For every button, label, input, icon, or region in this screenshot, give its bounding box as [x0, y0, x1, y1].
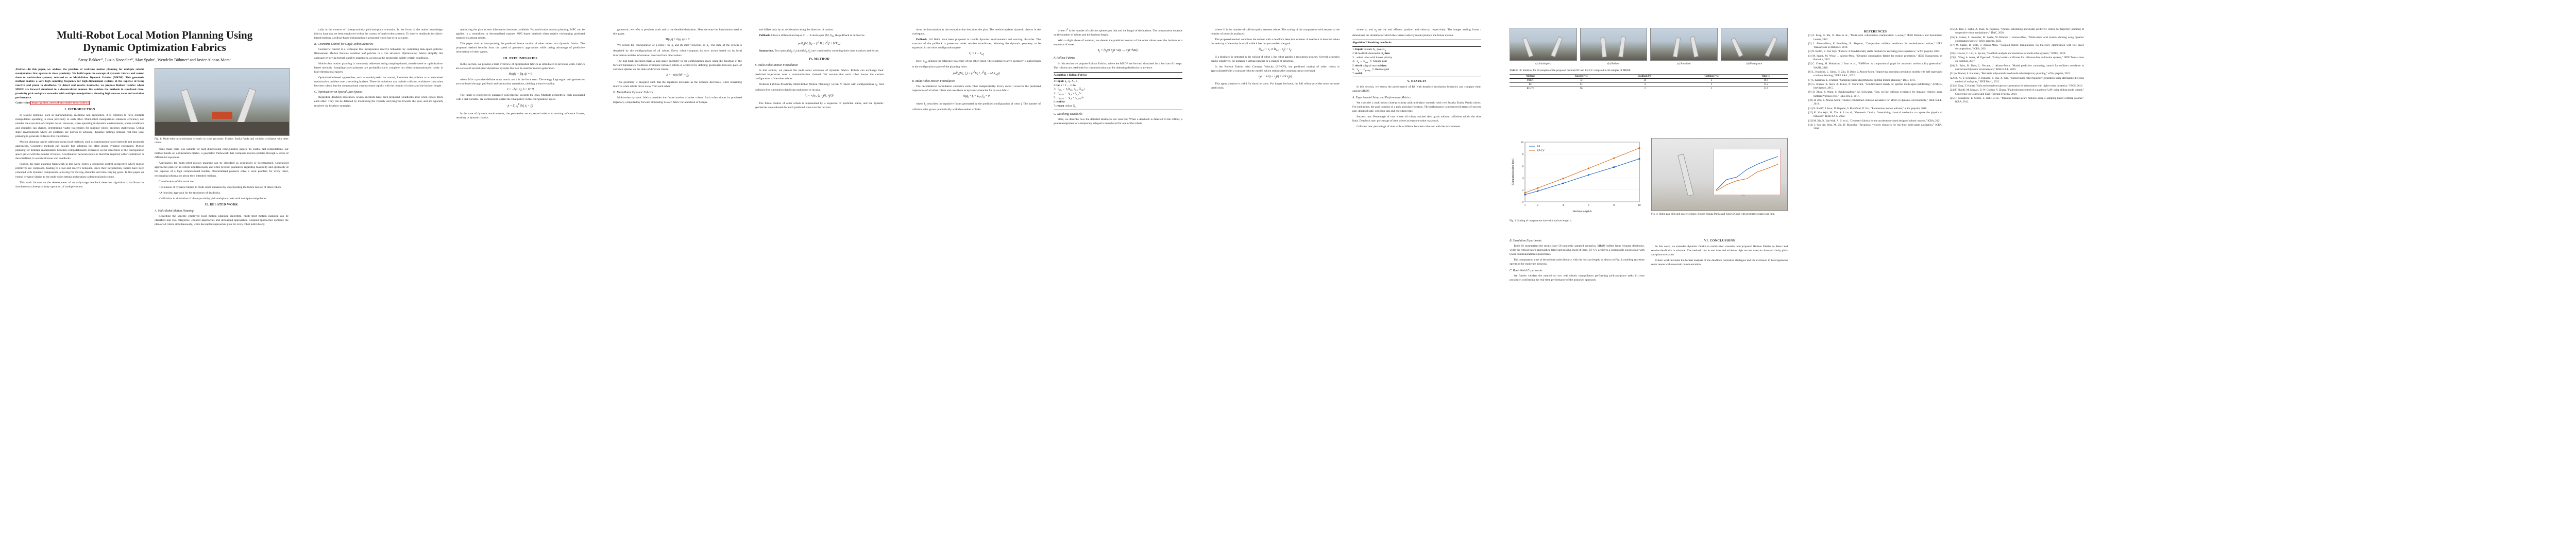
p5-col-2: where $\alpha_i$ and $\alpha_j$ are the end effector position and velocity, respectively. The integer ending frame t determines the duration for which the current velocity model predicts the future motion. Algorithm 2 Resolving deadlocks 1: Input: rollouts $X_i$, goals $x_g$ 2: if deadlock detected in $X_i$ then 3: select robot with lowest priority 4: $x_g$ ← $x_{sub}$ ▷ Change goal 5: else if subgoal reached then 6: $x_g$ ← $x_{g,orig}$ ▷ Restore goal 7: end if V. RESULTS In this section, we assess the performance of RF with deadlock resolution heuristics and compare them against MRDF. A. Experimental Setup and Performance Metrics We consider a multi-robot close-proximity pick-and-place scenario with two Franka Emika Panda robots. For each robot, the goal consists of a pick and place location. The performance is measured in terms of success rate, deadlock rate, collision rate and execution time. Success rate: Percentage of runs where all robots reached their goals without collisions within the time limit. Deadlock rate: percentage of runs where at least one robot was stuck. Collision rate: percentage of runs with a collision between robots or with the environment.: [1352, 28, 1481, 129]
fig2-label-a: (a) Initial pick: [1535, 62, 1551, 65]
p2-col-1: cally in the context of close-proximity pick-and-place scenarios. In the focus of the author knowledge, fabrics have not yet been employed within the context of multi-robot systems. To resolve deadlocks for fabric-based motions, a rollout-based initialization is proposed which has to be accurate. B. Geometric Control for Single-Robot Scenarios Geometric control is a technique that incorporates reactive behaviors by combining task-space policies. Riemannian Motion Policies combine leaf policies in a tree structure. Optimization fabrics simplify this approach by giving formal stability guarantees, as long as the geometries satisfy certain conditions. Multi-robot motion planning is commonly addressed using sampling-based, search-based or optimization-based methods. Sampling-based planners are probabilistically complete but often computationally costly in high-dimensional spaces. Optimization-based approaches, such as model predictive control, formulate the problem as a constrained optimization problem over a receding horizon. These formulations can include collision avoidance constraints between robots, but the computational cost increases rapidly with the number of robots and the horizon length. C. Optimization on Special Lean Spaces Regarding deadlock resolution, several methods have been proposed. Deadlocks arise when robots block each other. They can be detected by monitoring the velocity and progress towards the goal, and are typically resolved via heuristic strategies.: [314, 28, 443, 108]
eq-5: ẍ = −ψ(x) ‖ẋ‖² + $f_d$: [666, 73, 689, 78]
eq-12: $‖q̇_{i,k}‖ < \varepsilon_v$ ∧ $‖x_{i,k}$ − $x_g‖ > \varepsilon_g$: [1259, 48, 1292, 53]
fig2: [1510, 28, 1788, 91]
p2-col-2: optimizing the plan as new information becomes available. For multi-robot motion planning, MPC can be applied in a centralized or decentralized manner. MPC-based methods often require exchanging predicted trajectories among robots. This paper aims at incorporating the predicted future motion of other robots into dynamic fabrics. The proposed method benefits from the speed of geometric approaches while taking advantage of predictive information of other agents. III. PRELIMINARIES In this section, we provide a brief overview of optimization fabrics as introduced in previous work. Fabrics are a class of second-order dynamical systems that can be used for motion generation. M(q)q̈ + f(q, q̇) = 0 where M is a positive definite mass matrix and f is the force term. The energy Lagrangian and geometries are combined through pull-back and summation operations, yielding a reactive policy. ẍ = −h(x, ẋ), h = M⁻¹f The fabric is energized to guarantee convergence towards the goal. Multiple geometries, each associated with a task variable, are combined to obtain the final policy in the configuration space. ṗ = $\Sigma_i$ $J_i^T$ ($M_i$ ẍ$_i$ + $f_i$) In the case of dynamic environments, the geometries are expressed relative to moving reference frames, resulting in dynamic fabrics.: [456, 28, 585, 119]
sub-h: A. Experimental Setup and Performance Metrics: [1352, 96, 1411, 99]
p4-col-1: rious the formulation as the exception that describes the plan. The method updates dynamic objects in the workspace. Pullback. All fields have been proposed to handle dynamic environments and moving obstacles. The structure of the pullback is preserved under relative coordinates, allowing the dynamic geometry to be expressed in the robot configuration space. ẍ$_r$ = ẍ − ẍ$_{ref}$ Here, $x_{ref}$ denotes the reference trajectory of the other robot. The resulting relative geometry is pulled back to the configuration space of the planning robot. $pull_\varphi(M_r$, $f_r) = (J^TM_rJ$, $J^T(f_r$ − $M_rẍ_{ref}$)) B. Multi-Robot Motion Formulation The decentralized formulation considers each robot independently. Every robot i receives the predicted trajectories of all other robots and uses them as dynamic obstacles for its own fabric. $M_iq̈_i + f_i + \Sigma_{j\ne i}$ $f_{ij} = 0$ where $f_{ij}$ describes the repulsive forces generated by the predicted configuration of robot j. The number of collision pairs grows quadratically with the number of links.: [912, 28, 1041, 111]
y-tick-label: 6: [1522, 165, 1523, 168]
y-tick-label: 10: [1521, 142, 1523, 144]
legend-label: RF-CV: [1537, 150, 1545, 152]
algorithm-1: Algorithm 1 Rollout Fabrics 1: Input: $q_i$, $q̇_i$, $X_j$, h 2: for k = 1 … h do 3: $q̈_{i,k}$ ← $\pi_i(q_{i,k}$, $q̇_{i,k}$, $X_{j,k}$) 4: $q̇_{i,k+1}$ ← $q̇_{i,k}$ + $q̈_{i,k}\Delta t$ 5: $q_{i,k+1}$ ← $q_{i,k}$ + $q̇_{i,k+1}\Delta t$ 6: end for 7: return rollout $X_i$: [1054, 72, 1182, 110]
eq-4: M(q)q̈ + h(q, q̇) = 0: [665, 38, 690, 42]
x-axis-label: Horizon length h: [1572, 210, 1592, 213]
eq-6: pull$_\varphi$(M, $f)_X = (J^TMJ$, $J^T(f$ + MJ̇q̇)): [798, 41, 840, 47]
computation-time-chart: [1510, 138, 1645, 215]
x-tick-label: 8: [1613, 204, 1615, 207]
table-row: [1510, 79, 1788, 83]
fig2-panel-b-wrap: [1580, 28, 1648, 67]
eq-7: $q̈_i = \pi_i(q_i$, $q̇_i$, $x_j(t)$, ẋ$_j$(t)): [805, 94, 834, 99]
panel-a-arm: [1522, 38, 1533, 58]
table-cell: 96: [1551, 87, 1611, 91]
table-cell: MRDF: [1510, 79, 1551, 83]
algorithm-2: Algorithm 2 Resolving deadlocks 1: Input: rollouts $X_i$, goals $x_g$ 2: if deadlock detected in $X_i$ then 3: select robot with lowest priority 4: $x_g$ ← $x_{sub}$ ▷ Change goal 5: else if subgoal reached then 6: $x_g$ ← $x_{g,orig}$ ▷ Restore goal 7: end if: [1352, 40, 1481, 77]
data-point: [1562, 182, 1564, 184]
data-point: [1613, 158, 1615, 159]
eq-10: $M_iq̈_i + f_i + \Sigma_{j\ne i}$ $f_{ij} = 0$: [963, 95, 990, 99]
data-point: [1524, 192, 1526, 194]
sub-e: E. Multi-Robot Motion Formulation: [755, 63, 798, 67]
data-point: [1588, 174, 1589, 176]
p5-col-1: where ‖·‖ is the number of collision pairs between robots. The scaling of the computation with respect to the number of robots is analyzed. The proposed method combines the rollout with a deadlock detection scheme. A deadlock is detected when the velocity of the robot is small while it has not yet reached the goal. $‖q̇_{i,k}‖ < \varepsilon_v$ ∧ $‖x_{i,k}$ − $x_g‖ > \varepsilon_g$ If a deadlock is detected in the rollout of robot i, the robot applies a resolution strategy. Several strategies can be employed, for instance a virtual subgoal or a change of priorities. In the Rollout Fabrics with Constant Velocity (RF-CV), the predicted motion of other robots is approximated with a constant velocity model, which reduces the communication overhead. $x_j(t + k\Delta t) = x_j(t) + k\Delta t$ ẋ$_j$(t) This approximation is valid for short horizons. For longer horizons, the full rollout provides more accurate predictions.: [1211, 28, 1340, 90]
table-cell: 11.0: [1744, 87, 1788, 91]
x-tick-label: 2: [1537, 204, 1538, 207]
fig2-panel-c-wrap: [1650, 28, 1718, 67]
eq-11: $X_j = \{x_j(t)$, $x_j(t+\Delta t)$, …, $x_j(t+h\Delta t)$}: [1097, 49, 1139, 54]
p1-col-2: come make them less suitable for high-dimensional configuration spaces. To enable fast computations, our method builds on optimization fabrics, a geometric framework that composes motion policies through a series of differential equations. Approaches for multi-robot motion planning can be classified as centralized or decentralized. Centralized approaches plan for all robots simultaneously and often provide guarantees regarding feasibility and optimality at the expense of a high computational burden. Decentralized planners solve a local problem for every robot, exchanging information about their intended motions. Contributions of this work are: • Extension of dynamic fabrics to multi-robot scenarios by incorporating the future motion of other robots. • A heuristic approach for the resolution of deadlocks. • Validation in simulation of close-proximity pick-and-place tasks with multiple manipulators. II. RELATED WORK A. Multi-Robot Motion Planning Regarding the specific employed local motion planning algorithm, multi-robot motion planning can be classified into two categories: coupled approaches and decoupled approaches. Coupled approaches compute the plan of all robots simultaneously, while decoupled approaches plan for every robot individually.: [155, 148, 289, 227]
eq-2: ẍ = −h(x, ẋ), h = M⁻¹f: [507, 88, 534, 92]
fig2-panel-d-wrap: [1721, 28, 1788, 67]
data-point: [1537, 190, 1538, 192]
refs-col-2: [15] A. Tika, J. Gafur, A. Yuan, N. Bajcinca, "Optimal scheduling and model predictive control for trajectory planning of cooperative robot manipulators," IFAC, 2020. [16] S. Bakker, L. Knoedler, M. Spahn, W. Böhmer, J. Alonso-Mora, "Multi-robot local motion planning using dynamic optimization fabrics," arXiv preprint, 2023. [17] M. Spahn, B. Brito, J. Alonso-Mora, "Coupled mobile manipulation via trajectory optimization with free space decomposition," ICRA, 2021. [18] J. Grover, C. Liu, K. Sycara, "Deadlock analysis and resolution for multi-robot systems," WAFR, 2020. [19] L. Wang, A. Ames, M. Egerstedt, "Safety barrier certificates for collisions-free multirobot systems," IEEE Transactions on Robotics, 2017. [20] B. Brito, B. Floor, L. Ferranti, J. Alonso-Mora, "Model predictive contouring control for collision avoidance in unstructured dynamic environments," IEEE RA-L, 2019. [21] A. Kamel, S. Karaman, "Bernstein polynomial-based multi-robot trajectory planning," arXiv preprint, 2021. [22] R. Ni, T. Schneider, D. Panozzo, Z. Pan, X. Gao, "Robust multi-robot trajectory generation using alternating direction method of multiplier," IEEE RA-L, 2022. [23] S. Tang, V. Kumar, "Safe and complete trajectory generation for robot teams with higher-order dynamics," IROS, 2016. [24] F. Sharifi, M. Mirzaei, B. W. Gordon, Y. Zhang, "Fault tolerant control of a quadrotor UAV using sliding mode control," Conference on Control and Fault-Tolerant Systems, 2010. [25] J. Mainprice, E. Sisbot, L. Jaillet et al., "Planning human-aware motions using a sampling-based costmap planner," ICRA, 2011.: [1950, 28, 2084, 104]
p3-col-2: and differs only by an acceleration along the direction of motion. Pullback. Given a differential map φ: C → X and a spec (M, $f)_X$, the pullback is defined as pull$_\varphi$(M, $f)_X = (J^TMJ$, $J^T(f$ + MJ̇q̇)) Summation. Two specs ($M_1$, $f_1$) and ($M_2$, $f_2$) are combined by summing their mass matrices and forces. IV. METHOD E. Multi-Robot Motion Formulation In this section, we present the multi-robot extension of dynamic fabrics. Robots can exchange their predicted trajectories over a communication channel. We assume that each robot knows the current configuration of the other robots. Problem 1 (Close-Proximity Multi-Robot Motion Planning): Given N robots with configurations $q_i$, find collision-free trajectories that bring each robot to its goal. $q̈_i = \pi_i(q_i$, $q̇_i$, $x_j(t)$, ẋ$_j$(t)) The future motion of other robots is represented by a sequence of predicted states, and the dynamic geometries are evaluated for each predicted state over the horizon.: [755, 28, 884, 109]
fig2-label-c: (c) Resolved: [1677, 62, 1691, 65]
data-point: [1638, 147, 1640, 149]
x-tick-label: 1: [1524, 204, 1526, 207]
page-6: [1504, 0, 1793, 556]
section-related: II. RELATED WORK: [205, 203, 238, 207]
abstract-text: In this paper, we address the problem of real-time motion planning for multiple robotic manipulators that operate in close proximity. We build upon the concept of dynamic fabrics and extend them to multi-robot systems, referred to as Multi-Robot Dynamic Fabrics (MRDF). This geometric method enables a very high sampling frequency for high-dimensional systems at the expense of being reactive and prone to deadlocks. To detect and resolve deadlocks, we propose Rollout Fabrics where MRDF are forward simulated in a decentralized manner. We validate the methods in simulated close-proximity pick-and-place scenarios with multiple manipulators, showing high success rates and real-time performance.: [15, 68, 144, 99]
table-cell: 2: [1679, 87, 1744, 91]
paper-title: [15, 29, 294, 54]
eq-8: ẍ$_r$ = ẍ − ẍ$_{ref}$: [969, 52, 984, 57]
fig2-panels: [1510, 28, 1788, 67]
sub-g: G. Resolving Deadlocks: [1054, 112, 1082, 116]
abstract: [15, 68, 144, 100]
fig4-caption: Fig. 4: Robot pair pick-and-place scenario. Robots Franka Panda and Kinova Gen3 with geometric graph over time.: [1651, 213, 1775, 216]
data-point: [1613, 166, 1615, 168]
fig2-panel-b: [1580, 28, 1648, 61]
section-intro: I. INTRODUCTION: [64, 108, 95, 112]
table-cell: 11.2: [1744, 83, 1788, 87]
table-cell: 4: [1611, 83, 1679, 87]
fig4-arm-1: [1677, 154, 1693, 196]
fig2-panel-a: [1510, 28, 1577, 61]
panel-d-arm-2: [1764, 37, 1777, 57]
refs-col-1: REFERENCES [1] E. Feng, G. Shi, X. Zhou et al., "Multi-robot collaborative manipulation: a survey," IEEE Robotics and Automation Letters, 2022. [2] J. Alonso-Mora, P. Beardsley, R. Siegwart, "Cooperative collision avoidance for nonholonomic robots," IEEE Transactions on Robotics, 2018. [3] N. Ratliff, K. Van Wyk, "Fabrics: A foundationally stable medium for encoding prior experience," arXiv preprint, 2023. [4] M. Spahn, M. Wisse, J. Alonso-Mora, "Dynamic optimization fabrics for motion generation," IEEE Transactions on Robotics, 2023. [5] C. Cheng, M. Mukadam, J. Issac et al., "RMPflow: A computational graph for automatic motion policy generation," WAFR, 2018. [6] L. Knoedler, C. Salmi, H. Zhu, B. Brito, J. Alonso-Mora, "Improving pedestrian prediction models with self-supervised continual learning," IEEE RA-L, 2022. [7] S. Karaman, E. Frazzoli, "Sampling-based algorithms for optimal motion planning," IJRR, 2011. [8] G. Sharon, R. Stern, A. Felner, N. Sturtevant, "Conflict-based search for optimal multi-agent pathfinding," Artificial Intelligence, 2015. [9] D. Zhou, Z. Wang, S. Bandyopadhyay, M. Schwager, "Fast, on-line collision avoidance for dynamic vehicles using buffered Voronoi cells," IEEE RA-L, 2017. [10] H. Zhu, J. Alonso-Mora, "Chance-constrained collision avoidance for MAVs in dynamic environments," IEEE RA-L, 2019. [11] N. Ratliff, J. Issac, D. Kappler, S. Birchfield, D. Fox, "Riemannian motion policies," arXiv preprint, 2018. [12] K. Van Wyk, M. Xie, A. Li et al., "Geometric fabrics: Generalizing classical mechanics to capture the physics of behavior," IEEE RA-L, 2022. [13] M. Xie, K. Van Wyk, A. Li et al., "Geometric fabrics for the acceleration-based design of robotic motion," ICRA, 2021. [14] J. Van den Berg, M. Lin, D. Manocha, "Reciprocal velocity obstacles for real-time multi-agent navigation," ICRA, 2008.: [1808, 30, 1942, 131]
robot-arm-right: [236, 88, 256, 126]
table-caption: TABLE III: Statistics for 50 samples of the proposed methods RF and RF-CV compared to 50 samples of MRDF.: [1510, 69, 1631, 72]
p4-col-2: where $J^T$ is the number of collision spheres per link and the length of the horizon. The computation depends on the number of robots and the horizon length. With a slight abuse of notation, we denote the predicted motion of the other robots over the horizon as a sequence of states. $X_j = \{x_j(t)$, $x_j(t+\Delta t)$, …, $x_j(t+h\Delta t)$} F. Rollout Fabrics In this section we propose Rollout Fabrics, where the MRDF are forward simulated for a horizon of h steps. The rollouts are used both for communication and for detecting deadlocks in advance. Algorithm 1 Rollout Fabrics 1: Input: $q_i$, $q̇_i$, $X_j$, h 2: for k = 1 … h do 3: $q̈_{i,k}$ ← $\pi_i(q_{i,k}$, $q̇_{i,k}$, $X_{j,k}$) 4: $q̇_{i,k+1}$ ← $q̇_{i,k}$ + $q̈_{i,k}\Delta t$ 5: $q_{i,k+1}$ ← $q_{i,k}$ + $q̇_{i,k+1}\Delta t$ 6: end for 7: return rollout $X_i$ G. Resolving Deadlocks Here, we describe how the detected deadlocks are resolved. When a deadlock is detected in the rollout, a goal reassignment or a temporary subgoal is introduced for one of the robots.: [1054, 28, 1182, 125]
sub-d: D. Multi-Robot Dynamic Fabrics: [613, 91, 653, 95]
page-4: [907, 0, 1195, 556]
eq-1: M(q)q̈ + f(q, q̇) = 0: [509, 72, 532, 76]
sub-f: F. Rollout Fabrics: [1054, 57, 1076, 60]
table-cell: 2: [1611, 87, 1679, 91]
eq-3: ṗ = $\Sigma_i$ $J_i^T$ ($M_i$ ẍ$_i$ + $f_i$): [507, 103, 533, 109]
results-table: [1510, 74, 1788, 91]
page-2: [309, 0, 598, 556]
panel-c-arm-2: [1690, 37, 1699, 58]
page-5: [1206, 0, 1494, 556]
table-cell: 10.9: [1744, 79, 1788, 83]
th-collision: Collision [%]: [1679, 75, 1744, 79]
fig3: [1510, 138, 1645, 224]
table-row: [1510, 87, 1788, 91]
fig3-caption: Fig. 3: Scaling of computation time with horizon length h.: [1510, 219, 1572, 222]
algo2-title: Algorithm 2 Resolving deadlocks: [1352, 41, 1481, 46]
table-header-row: [1510, 75, 1788, 79]
panel-a-arm-2: [1551, 37, 1563, 57]
eq-13: $x_j(t + k\Delta t) = x_j(t) + k\Delta t$ ẋ$_j$(t): [1258, 75, 1292, 80]
table-cell: 2: [1679, 79, 1744, 83]
sub-f-intro: B. Multi-Robot Motion Formulation: [912, 80, 955, 83]
title-line-1: Multi-Robot Local Motion Planning Using: [56, 29, 253, 41]
fig1-caption: Fig. 1: Multi-robot pick-and-place scenario in close proximity. Frankas Emika Panda and collision avoidance with other robots.: [155, 137, 289, 144]
page-7: [1803, 0, 2092, 556]
table-cell: 94: [1551, 83, 1611, 87]
section-conclusions: VI. CONCLUSIONS: [1704, 239, 1735, 242]
fig4: [1651, 138, 1788, 218]
y-tick-label: 2: [1522, 189, 1523, 192]
th-deadlock: Deadlock [%]: [1611, 75, 1679, 79]
p6-col-2: VI. CONCLUSIONS In this work, we extended dynamic fabrics to multi-robot scenarios and proposed Rollout Fabrics to detect and resolve deadlocks in advance. The method runs in real time and achieves high success rates in close-proximity pick-and-place scenarios. Future work includes the formal analysis of the deadlock resolution strategies and the extension to heterogeneous robot teams with uncertain communication.: [1651, 239, 1788, 267]
code-line: [15, 101, 144, 106]
abstract-label: Abstract—: [15, 68, 28, 71]
table-cell: 2: [1679, 83, 1744, 87]
p6-col-1: B. Simulation Experiments Table III summarizes the results over 50 randomly sampled scenarios. MRDF suffers from frequent deadlocks, while the rollout-based approaches detect and resolve most of them. RF-CV achieves a comparable success rate with lower communication requirements. The computation time of the rollout scales linearly with the horizon length, as shown in Fig. 3, enabling real-time operation for moderate horizons. C. Real-World Experiments We further validate the method on two real robotic manipulators performing pick-and-place tasks in close proximity, confirming the real-time performance of the proposed approach.: [1510, 239, 1645, 282]
data-point: [1638, 158, 1640, 160]
sub-j: C. Real-World Experiments: [1510, 269, 1543, 272]
fig4-inset-graph: [1714, 149, 1781, 195]
p1-col-1: Abstract—In this paper, we address the problem of real-time motion planning for multiple robotic manipulators that operate in close proximity. We build upon the concept of dynamic fabrics and extend them to multi-robot systems, referred to as Multi-Robot Dynamic Fabrics (MRDF). This geometric method enables a very high sampling frequency for high-dimensional systems at the expense of being reactive and prone to deadlocks. To detect and resolve deadlocks, we propose Rollout Fabrics where MRDF are forward simulated in a decentralized manner. We validate the methods in simulated close-proximity pick-and-place scenarios with multiple manipulators, showing high success rates and real-time performance. Code: video https://github.com/tud-amr/multi-robot-fabrics I. INTRODUCTION In several domains, such as manufacturing, medicine and agriculture, it is common to have multiple manipulators operating in close proximity to each other. Multi-robot manipulation enhances efficiency and enables the execution of complex tasks. However, when operating in dynamic environments, where conditions and obstacles can change, determining viable trajectories for multiple robots becomes challenging. Unlike static environments where all obstacles are known in advance, dynamic settings demand real-time local planning to generate collision-free trajectories. Motion planning can be addressed using local methods, such as optimization-based methods and geometric approaches. Geometric methods can quickly find solutions but often ignore dynamic constraints. Motion planning for multiple manipulators becomes computationally expensive as the dimension of the configuration space grows with the number of robots. Coordination between robots is therefore required, either centralized or decentralized, to avoid collisions and deadlocks. Fabrics, the main planning framework in this work, follow a geometric control perspective where motion primitives are composed, leading to a fast and reactive behavior. Since their introduction, fabrics have been extended with dynamic components, allowing for moving obstacles and time-varying goals. In this paper we extend dynamic fabrics to the multi-robot setting and propose a decentralized scheme. This work focuses on the development of an early-stage deadlock detection algorithm to facilitate the simultaneous close-proximity operation of multiple robots.: [15, 68, 144, 188]
fig2-panel-d: [1721, 28, 1788, 61]
data-point: [1524, 194, 1526, 195]
section-prelim: III. PRELIMINARIES: [503, 56, 538, 60]
sub-a: A. Multi-Robot Motion Planning: [155, 210, 194, 213]
fig2-panel-a-wrap: [1510, 28, 1577, 67]
fig2-panel-c: [1650, 28, 1718, 61]
robot-arm-left: [180, 89, 199, 127]
sub-b: B. Geometric Control for Single-Robot Scenarios: [314, 43, 374, 46]
fig2-label-b: (b) Rollout: [1607, 62, 1620, 65]
section-results: V. RESULTS: [1407, 79, 1427, 83]
eq-9: $pull_\varphi(M_r$, $f_r) = (J^TM_rJ$, $J^T(f_r$ − $M_rẍ_{ref}$)): [953, 71, 1000, 77]
data-point: [1588, 167, 1589, 169]
table-cell: RF: [1510, 83, 1551, 87]
section-method: IV. METHOD: [808, 57, 830, 61]
page-3: [608, 0, 896, 556]
y-axis-label: Computation time [ms]: [1512, 159, 1515, 185]
title-line-2: Dynamic Optimization Fabrics: [83, 41, 226, 54]
table-cell: 26: [1611, 79, 1679, 83]
sub-i: B. Simulation Experiments: [1510, 239, 1541, 242]
panel-b-arm-2: [1618, 37, 1625, 58]
section-references: REFERENCES: [1863, 30, 1887, 33]
x-tick-label: 10: [1638, 204, 1641, 207]
fig4-photo: [1651, 138, 1788, 211]
legend-label: RF: [1537, 146, 1540, 148]
th-time: Time [s]: [1744, 75, 1788, 79]
y-tick-label: 0: [1522, 201, 1523, 204]
fig2-label-d: (d) Final place: [1746, 62, 1762, 65]
panel-b-arm: [1600, 38, 1606, 58]
data-point: [1537, 187, 1538, 189]
page-1: [10, 0, 299, 556]
y-tick-label: 4: [1522, 177, 1523, 180]
fig1: [155, 68, 289, 146]
fig1-photo: [155, 68, 290, 136]
code-label: Code: video: [15, 101, 30, 105]
x-tick-label: 6: [1588, 204, 1589, 207]
table-row: [1510, 83, 1788, 87]
th-success: Success [%]: [1551, 75, 1611, 79]
code-link[interactable]: https://github.com/tud-amr/multi-robot-fabrics: [31, 101, 89, 105]
panel-c-arm: [1673, 38, 1681, 58]
table-cell: 72: [1551, 79, 1611, 83]
y-tick-label: 8: [1522, 153, 1523, 157]
p3-col-1: geometric, we refer to previous work and to the detailed derivation. Here we state the formulation used in this paper. M(q)q̈ + h(q, q̇) = 0 We denote the configuration of a robot i by $q_i$ and its joint velocities by $q̇_i$. The state of the system is described by the configurations of all robots. Every robot computes its own action based on its local information and the information received from other robots. The pull-back operation maps a task-space geometry to the configuration space using the Jacobian of the forward kinematics. Collision avoidance between robots is achieved by defining geometries between pairs of collision spheres on the links of different robots. ẍ = −ψ(x) ‖ẋ‖² + $f_d$ This geometry is designed such that the repulsion increases as the distance decreases, while remaining inactive when robots move away from each other. D. Multi-Robot Dynamic Fabrics Multi-robot dynamic fabrics consider the future motion of other robots. Each robot shares its predicted trajectory, computed by forward simulating its own fabric for a horizon of h steps.: [613, 28, 742, 104]
data-point: [1562, 178, 1564, 179]
x-tick-label: 4: [1562, 204, 1564, 207]
algo1-title: Algorithm 1 Rollout Fabrics: [1054, 74, 1182, 79]
sub-c: C. Optimization on Special Lean Spaces: [314, 91, 363, 94]
authors: Saray Bakker¹², Luzia Knoedler¹², Max Spahn¹, Wendelin Böhmer³ and Javier Alonso-Mora¹: [78, 58, 231, 62]
panel-d-arm: [1731, 38, 1743, 57]
table-cell: RF-CV: [1510, 87, 1551, 91]
th-method: Method: [1510, 75, 1551, 79]
